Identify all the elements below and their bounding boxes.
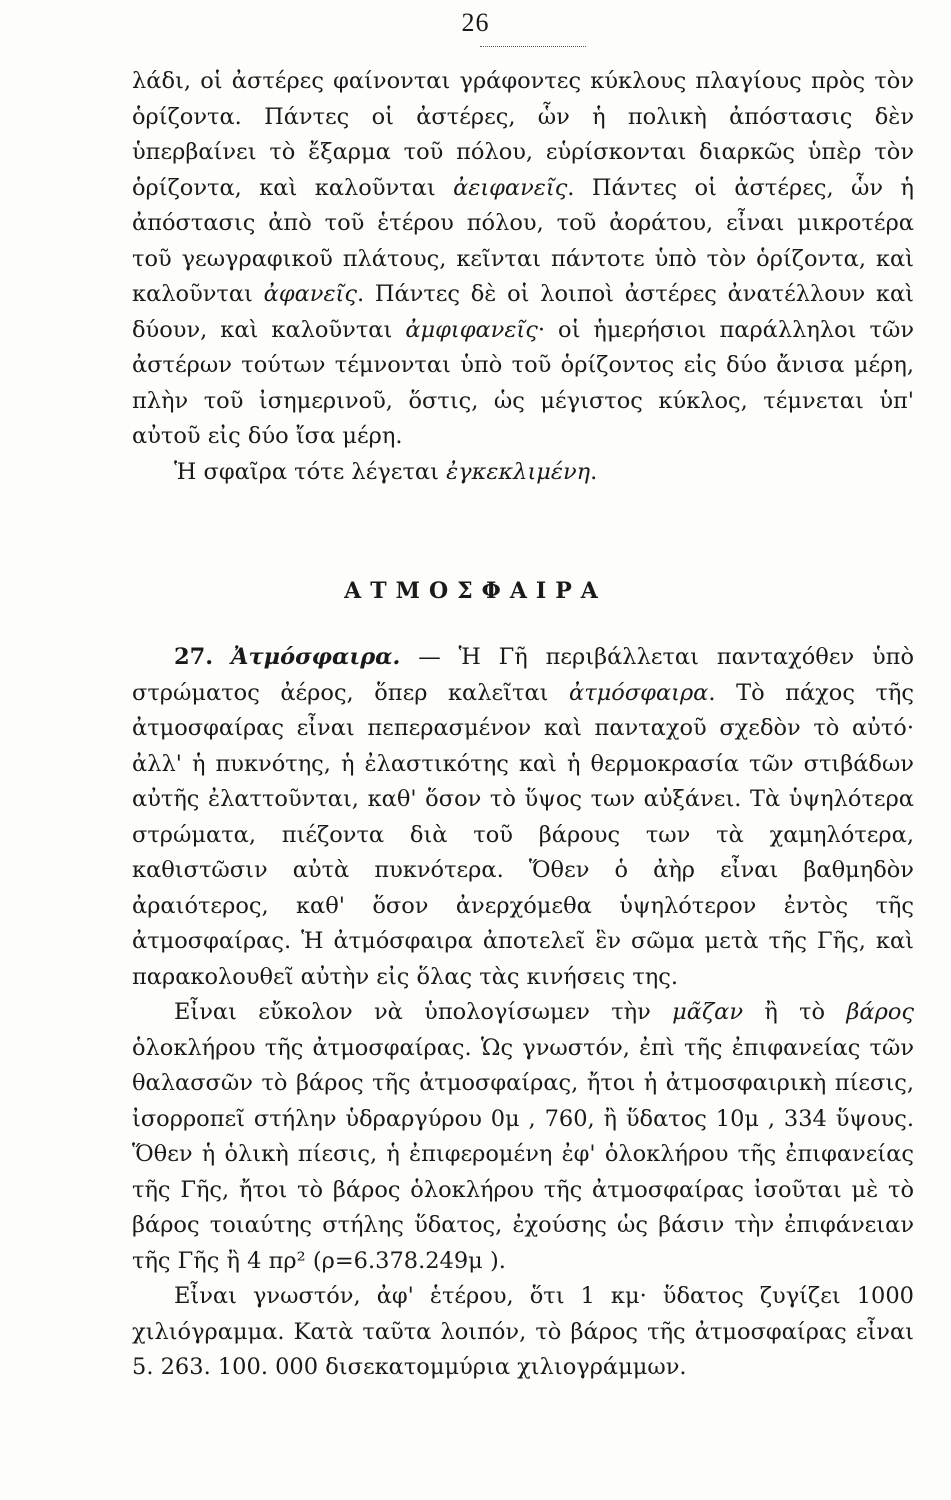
paragraph-number: 27.: [174, 644, 214, 670]
term-aeiphaneis: ἀειφανεῖς: [453, 174, 568, 201]
text-run: .: [590, 458, 598, 485]
text-run: · οἱ ἡμερήσιοι παράλληλοι τῶν ἀστέρων τούτων τέμνονται ὑπὸ τοῦ ὁρίζοντος εἰς δύο ἄνισα μέρη, πλὴν τοῦ ἰσημερινοῦ, ὅστις, ὡς μέγιστος κύκλος, τέμνεται ὑπ' αὐτοῦ εἰς δύο ἴσα μέρη.: [132, 316, 915, 449]
intro-paragraph-1: [132, 64, 914, 455]
term-atmosphaira: ἀτμόσφαιρα: [569, 679, 709, 706]
text-run: ὁλοκλήρου τῆς ἀτμοσφαίρας. Ὡς γνωστόν, ἐπὶ τῆς ἐπιφανείας τῶν θαλασσῶν τὸ βάρος τῆς ἀτμοσφαίρας, ἤτοι ἡ ἀτμοσφαιρικὴ πίεσις, ἰσορροπεῖ στήλην ὑδραργύρου 0μ , 760, ἢ ὕδατος 10μ , 334 ὕψους. Ὅθεν ἡ ὁλικὴ πίεσις, ἡ ἐπιφερομένη ἐφ' ὁλοκλήρου τῆς ἐπιφανείας τῆς Γῆς, ἤτοι τὸ βάρος ὁλοκλήρου τῆς ἀτμοσφαίρας ἰσοῦται μὲ τὸ βάρος τοιαύτης στήλης ὕδατος, ἐχούσης ὡς βάσιν τὴν ἐπιφάνειαν τῆς Γῆς ἢ 4 πρ² (ρ=6.378.249μ ).: [132, 1034, 914, 1274]
term-mazan: μᾶζαν: [672, 999, 744, 1025]
section-text-block: [132, 640, 914, 1386]
paragraph-title: Ἀτμόσφαιρα.: [231, 644, 401, 670]
term-amphiphaneis: ἀμφιφανεῖς: [405, 316, 538, 343]
term-enkeklimeni: ἐγκεκλιμένη: [446, 458, 591, 485]
text-run: ἢ τὸ: [764, 999, 826, 1025]
page-number: 26: [461, 8, 490, 37]
text-run: Ἡ σφαῖρα τότε λέγεται: [174, 458, 439, 485]
text-run: . Πάντες δὲ οἱ λοιποὶ ἀστέρες ἀνατέλλουν καὶ δύουν, καὶ καλοῦνται: [132, 281, 914, 343]
text-run: Εἶναι γνωστόν, ἀφ' ἑτέρου, ὅτι 1 κμ· ὕδατος ζυγίζει 1000 χιλιόγραμμα. Κατὰ ταῦτα λοιπόν, τὸ βάρος τῆς ἀτμοσφαίρας εἶναι 5. 263. 100. 000 δισεκατομμύρια χιλιογράμμων.: [132, 1283, 914, 1380]
text-run: Εἶναι εὔκολον νὰ ὑπολογίσωμεν τὴν: [174, 999, 651, 1025]
text-run: λάδι, οἱ ἀστέρες φαίνονται γράφοντες κύκλους πλαγίους πρὸς τὸν ὁρίζοντα. Πάντες οἱ ἀστέρες, ὧν ἡ πολικὴ ἀπόστασις δὲν ὑπερβαίνει τὸ ἔξαρμα τοῦ πόλου, εὑρίσκονται διαρκῶς ὑπὲρ τὸν ὁρίζοντα, καὶ καλοῦνται: [132, 68, 914, 201]
term-aphaneis: ἀφανεῖς: [263, 281, 357, 307]
text-run: . Τὸ πάχος τῆς ἀτμοσφαίρας εἶναι πεπερασμένον καὶ πανταχοῦ σχεδὸν τὸ αὐτό· ἀλλ' ἡ πυκνότης, ἡ ἐλαστικότης καὶ ἡ θερμοκρασία τῶν στιβάδων αὐτῆς ἐλαττοῦνται, καθ' ὅσον τὸ ὕψος των αὐξάνει. Τὰ ὑψηλότερα στρώματα, πιέζοντα διὰ τοῦ βάρους των τὰ χαμηλότερα, καθιστῶσιν αὐτὰ πυκνότερα. Ὅθεν ὁ ἀὴρ εἶναι βαθμηδὸν ἀραιότερος, καθ' ὅσον ἀνερχόμεθα ὑψηλότερον ἐντὸς τῆς ἀτμοσφαίρας. Ἡ ἀτμόσφαιρα ἀποτελεῖ ἓν σῶμα μετὰ τῆς Γῆς, καὶ παρακολουθεῖ αὐτὴν εἰς ὅλας τὰς κινήσεις της.: [132, 679, 914, 990]
section-paragraph-3: [132, 1279, 914, 1386]
text-run: . Πάντες οἱ ἀστέρες, ὧν ἡ ἀπόστασις ἀπὸ τοῦ ἑτέρου πόλου, τοῦ ἀοράτου, εἶναι μικροτέρα τοῦ γεωγραφικοῦ πλάτους, κεῖνται πάντοτε ὑπὸ τὸν ὁρίζοντα, καὶ καλοῦνται: [132, 174, 914, 307]
text-run: — Ἡ Γῆ περιβάλλεται πανταχόθεν ὑπὸ στρώματος ἀέρος, ὅπερ καλεῖται: [132, 644, 915, 706]
term-varos: βάρος: [846, 999, 914, 1025]
intro-paragraph-2: [132, 455, 914, 491]
page-number-rule: [480, 46, 586, 47]
section-paragraph-2: [132, 995, 914, 1279]
section-paragraph-1: [132, 640, 914, 995]
intro-text-block: [132, 64, 914, 490]
section-heading: ΑΤΜΟΣΦΑΙΡΑ: [344, 578, 607, 604]
